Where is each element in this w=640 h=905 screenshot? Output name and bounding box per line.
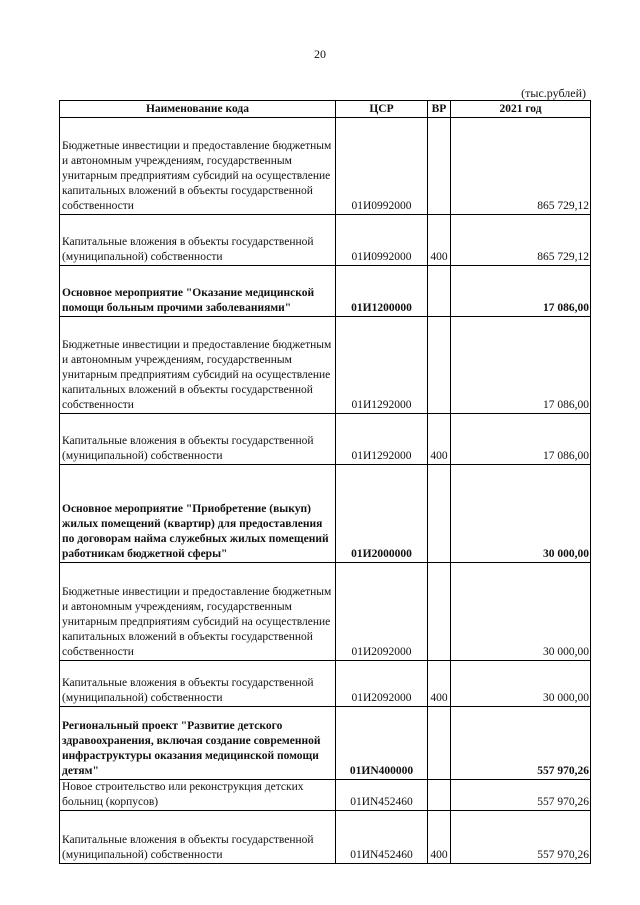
row-amount-cell: 557 970,26 bbox=[451, 707, 591, 780]
row-csr-cell: 01ИN452460 bbox=[336, 780, 428, 811]
table-row bbox=[60, 811, 591, 864]
row-vr-cell bbox=[428, 780, 451, 811]
row-vr-cell: 400 bbox=[428, 215, 451, 266]
table-row bbox=[60, 707, 591, 780]
table-row bbox=[60, 563, 591, 661]
row-amount-cell: 865 729,12 bbox=[451, 215, 591, 266]
row-csr-cell: 01И1292000 bbox=[336, 317, 428, 414]
table-row bbox=[60, 118, 591, 215]
row-name-cell: Региональный проект "Развитие детского здравоохранения, включая создание современной инфраструктуры оказания медицинской помощи детям" bbox=[60, 707, 336, 780]
table-row bbox=[60, 317, 591, 414]
table-row bbox=[60, 780, 591, 811]
page-number: 20 bbox=[314, 47, 326, 61]
table-row bbox=[60, 414, 591, 465]
row-csr-cell: 01И0992000 bbox=[336, 118, 428, 215]
header-year: 2021 год bbox=[451, 101, 591, 118]
row-vr-cell bbox=[428, 266, 451, 317]
table-header-row bbox=[60, 101, 591, 118]
row-vr-cell bbox=[428, 118, 451, 215]
row-csr-cell: 01И1200000 bbox=[336, 266, 428, 317]
row-name-cell: Капитальные вложения в объекты государственной (муниципальной) собственности bbox=[60, 215, 336, 266]
row-amount-cell: 557 970,26 bbox=[451, 811, 591, 864]
row-name-cell: Новое строительство или реконструкция детских больниц (корпусов) bbox=[60, 780, 336, 811]
row-csr-cell: 01И2092000 bbox=[336, 563, 428, 661]
row-csr-cell: 01ИN400000 bbox=[336, 707, 428, 780]
row-csr-cell: 01И2000000 bbox=[336, 465, 428, 563]
header-csr: ЦСР bbox=[336, 101, 428, 118]
row-amount-cell: 17 086,00 bbox=[451, 266, 591, 317]
row-amount-cell: 30 000,00 bbox=[451, 661, 591, 707]
table-body bbox=[60, 118, 591, 864]
table-row bbox=[60, 266, 591, 317]
row-amount-cell: 30 000,00 bbox=[451, 465, 591, 563]
row-name-cell: Бюджетные инвестиции и предоставление бюджетным и автономным учреждениям, государственным унитарным предприятиям субсидий на осуществление капитальных вложений в объекты государственной собственности bbox=[60, 118, 336, 215]
table-row bbox=[60, 215, 591, 266]
row-vr-cell bbox=[428, 465, 451, 563]
header-vr: ВР bbox=[428, 101, 451, 118]
row-vr-cell: 400 bbox=[428, 414, 451, 465]
budget-table bbox=[59, 100, 591, 864]
row-name-cell: Капитальные вложения в объекты государственной (муниципальной) собственности bbox=[60, 414, 336, 465]
row-name-cell: Бюджетные инвестиции и предоставление бюджетным и автономным учреждениям, государственным унитарным предприятиям субсидий на осуществление капитальных вложений в объекты государственной собственности bbox=[60, 317, 336, 414]
row-csr-cell: 01И1292000 bbox=[336, 414, 428, 465]
row-name-cell: Капитальные вложения в объекты государственной (муниципальной) собственности bbox=[60, 661, 336, 707]
row-name-cell: Основное мероприятие "Приобретение (выкуп) жилых помещений (квартир) для предоставления по договорам найма служебных жилых помещений работникам бюджетной сферы" bbox=[60, 465, 336, 563]
row-vr-cell bbox=[428, 707, 451, 780]
row-name-cell: Основное мероприятие "Оказание медицинской помощи больным прочими заболеваниями" bbox=[60, 266, 336, 317]
row-vr-cell: 400 bbox=[428, 661, 451, 707]
row-vr-cell bbox=[428, 317, 451, 414]
header-name: Наименование кода bbox=[60, 101, 336, 118]
table-row bbox=[60, 661, 591, 707]
row-name-cell: Капитальные вложения в объекты государственной (муниципальной) собственности bbox=[60, 811, 336, 864]
unit-label: (тыс.рублей) bbox=[521, 86, 586, 100]
row-csr-cell: 01И2092000 bbox=[336, 661, 428, 707]
table-row bbox=[60, 465, 591, 563]
row-vr-cell bbox=[428, 563, 451, 661]
row-amount-cell: 17 086,00 bbox=[451, 317, 591, 414]
row-amount-cell: 557 970,26 bbox=[451, 780, 591, 811]
row-vr-cell: 400 bbox=[428, 811, 451, 864]
row-amount-cell: 17 086,00 bbox=[451, 414, 591, 465]
row-amount-cell: 865 729,12 bbox=[451, 118, 591, 215]
row-amount-cell: 30 000,00 bbox=[451, 563, 591, 661]
row-csr-cell: 01ИN452460 bbox=[336, 811, 428, 864]
row-name-cell: Бюджетные инвестиции и предоставление бюджетным и автономным учреждениям, государственным унитарным предприятиям субсидий на осуществление капитальных вложений в объекты государственной собственности bbox=[60, 563, 336, 661]
row-csr-cell: 01И0992000 bbox=[336, 215, 428, 266]
